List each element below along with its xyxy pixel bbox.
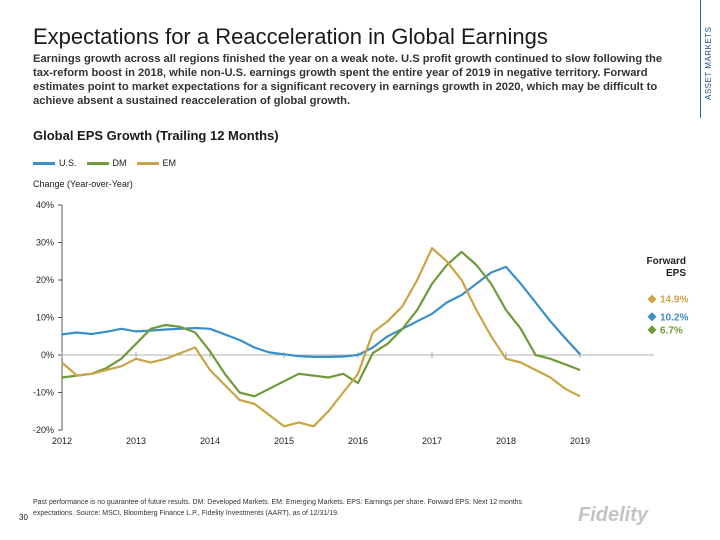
y-tick-label: -20%	[32, 425, 54, 435]
y-tick-label: 30%	[35, 237, 54, 248]
page-number: 30	[19, 513, 28, 522]
y-tick-label: -10%	[32, 387, 54, 398]
x-tick-label: 2017	[421, 436, 443, 446]
legend-label-em: EM	[162, 158, 177, 168]
forward-point-em	[647, 294, 657, 304]
forward-point-us	[647, 312, 657, 322]
series-line-dm	[62, 252, 580, 396]
y-tick-label: 10%	[35, 312, 54, 323]
x-tick-label: 2013	[125, 436, 147, 446]
y-axis-label: Change (Year-over-Year)	[33, 179, 133, 189]
y-tick-label: 20%	[35, 275, 54, 285]
series-line-us	[62, 267, 580, 357]
legend-label-us: U.S.	[59, 158, 77, 168]
forward-value-label: 10.2%	[660, 312, 689, 324]
forward-value-label: 6.7%	[660, 325, 683, 337]
footnote: Past performance is no guarantee of future results. DM: Developed Markets. EM: Emerging Markets. EPS: Earnings per share. Forward EPS: Next 12 months expectations. Source: MSCI, Bloomberg Finance L.P., Fidelity Investments (AART), as of 12/31/19.	[33, 499, 523, 517]
forward-eps-label: Forward EPS	[646, 256, 686, 279]
forward-point-dm	[647, 325, 657, 335]
x-tick-label: 2016	[347, 436, 369, 446]
x-tick-label: 2015	[273, 436, 295, 446]
fidelity-logo: Fidelity	[578, 504, 649, 526]
y-tick-label: 0%	[40, 350, 54, 360]
y-tick-label: 40%	[35, 200, 54, 210]
x-tick-label: 2019	[569, 436, 591, 446]
side-label-text: ASSET MARKETS	[704, 26, 713, 100]
page-title: Expectations for a Reacceleration in Global Earnings	[33, 24, 548, 49]
series-line-em	[62, 248, 580, 426]
forward-value-label: 14.9%	[660, 294, 689, 306]
x-tick-label: 2012	[51, 436, 73, 446]
legend-label-dm: DM	[112, 158, 127, 168]
x-tick-label: 2018	[495, 436, 517, 446]
chart-title: Global EPS Growth (Trailing 12 Months)	[33, 128, 279, 143]
x-tick-label: 2014	[199, 436, 221, 446]
page-subtitle: Earnings growth across all regions finished the year on a weak note. U.S profit growth continued to slow following the tax-reform boost in 2018, while non-U.S. earnings growth spent the entire year of 2019 in negative territory. Forward estimates point to market expectations for a significant recovery in earnings growth in 2020, which may be difficult to achieve absent a sustained reacceleration of global growth.	[33, 53, 663, 107]
